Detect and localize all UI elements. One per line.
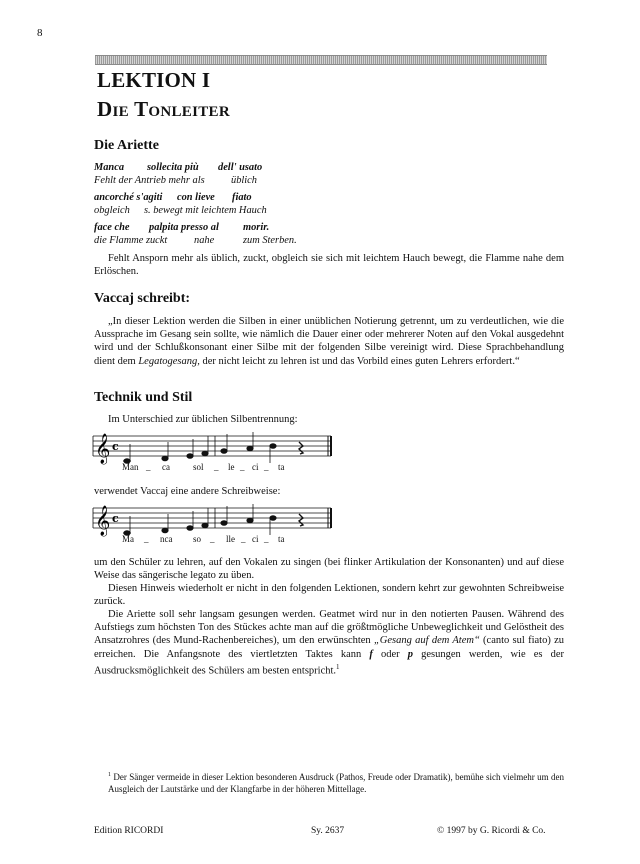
dynamic-f: f [369,648,373,660]
syllable: Ma [122,534,134,544]
para-text: oder [372,648,408,660]
footnote-mark: 1 [108,772,111,778]
lyric-word: morir. [243,222,270,233]
vaccaj-quote [94,315,564,368]
syllable: so [193,534,202,544]
heading-technik: Technik und Stil [94,390,193,405]
syllable: nca [160,534,173,544]
treble-clef-icon: 𝄞 [95,506,111,536]
note [270,444,276,449]
syllable: _ [146,462,151,472]
note [202,451,208,456]
lyric-word: s. bewegt mit leichtem Hauch [144,205,267,216]
note [162,456,168,461]
lyric-word: sollecita più [147,162,199,173]
lyric-word: dell' usato [218,162,263,173]
syllable: ci [252,462,259,472]
treble-clef-icon: 𝄞 [95,434,111,464]
note [162,528,168,533]
para-text: Die Ariette soll sehr langsam gesungen werden. Geatmet wird nur in den notierten Pausen. Während des Aufstiegs zum höchsten Ton des Stückes achte man auf die größtmögliche Unbeweglichkeit und Gelöstheit des Ansatzrohres (des Mund-Rachenbereiches), um den erwünschten [94,609,564,647]
technik-between: verwendet Vaccaj eine andere Schreibweise: [94,486,281,497]
syllable: _ [144,534,149,544]
lyric-word: ancorché s'agiti [94,192,163,203]
lyric-word: con lieve [177,192,215,203]
syllable: le [228,462,235,472]
lyric-word: zum Sterben. [243,235,297,246]
syllable: _ [264,534,269,544]
dynamic-p: p [407,648,413,660]
svg-text:c: c [112,512,119,525]
rest-icon [299,514,303,526]
syllable: _ [264,462,269,472]
footer-publisher: Edition RICORDI [94,826,164,836]
lyric-word: die Flamme zuckt [94,235,168,246]
lyric-word: nahe [194,235,215,246]
chapter-title: Die Tonleiter [97,97,230,121]
note [202,523,208,528]
footnote-ref: 1 [336,662,340,671]
technik-para-2: Diesen Hinweis wiederholt er nicht in den folgenden Lektionen, sondern kehrt zur gewohnten Schreibweise zurück. [94,583,564,608]
quote-text: der nicht leicht zu lehren ist und das Vorbild eines guten Lehrers erfordert.“ [199,355,520,367]
para-text: gesungen werden, wie es der Ausdrucksmöglichkeit des Schülers am besten entspricht. [94,648,564,677]
syllable: _ [210,534,215,544]
footer-catalog-number: Sy. 2637 [311,826,345,836]
lyric-word: fiato [232,192,252,203]
syllable: ca [162,462,170,472]
lesson-title: LEKTION I [97,68,211,92]
lyric-word: palpita presso al [149,222,219,233]
lyric-word: obgleich [94,205,130,216]
syllable: ta [278,462,285,472]
syllable: _ [240,462,245,472]
syllable: sol [193,462,204,472]
footnote [108,769,564,795]
technik-intro: Im Unterschied zur üblichen Silbentrennung: [108,414,298,425]
svg-text:c: c [112,440,119,453]
ariette-translation: Fehlt Ansporn mehr als üblich, zuckt, obgleich sie sich mit leichtem Hauch bewegt, die Flamme nahe dem Erlöschen. [94,253,564,278]
syllable: Man [122,462,139,472]
page-number: 8 [37,27,43,39]
note [187,454,193,459]
syllable: ci [252,534,259,544]
heading-vaccaj: Vaccaj schreibt: [94,291,191,306]
technik-para-1: um den Schüler zu lehren, auf den Vokalen zu singen (bei flinker Artikulation der Konsonanten) und auf diese Weise das sängerische legato zu üben. [94,557,564,582]
syllable: _ [241,534,246,544]
footer-copyright: © 1997 by G. Ricordi & Co. [437,826,546,836]
heading-ariette: Die Ariette [94,138,159,153]
lyric-word: üblich [231,175,257,186]
note [270,516,276,521]
quote-text: „In dieser Lektion werden die Silben in einer unüblichen Notierung getrennt, um zu verdeutlichen, wie die Aussprache im Gesang sein sollte, wie nämlich die Dauer einer oder mehrerer Noten auf den Vokal ausgedehnt wird und der Schlußkonsonant einer Silbe mit der folgenden Silbe vereinigt wird. Diese Sprachbehandlung dient dem [94,316,564,367]
note [221,449,227,454]
technik-para-3 [94,608,564,678]
note [247,446,253,451]
para-text: (canto sul fiato) zu erreichen. Die Anfangsnote des viertletzten Taktes kann [94,635,564,660]
rest-icon [299,442,303,454]
note [247,518,253,523]
syllable: _ [214,462,219,472]
header-bar [95,55,547,65]
lyric-word: face che [94,222,130,233]
note [221,521,227,526]
syllable: ta [278,534,285,544]
footnote-text: Der Sänger vermeide in dieser Lektion besonderen Ausdruck (Pathos, Freude oder Dramatik), bemühe sich vielmehr um den Ausgleich der Lautstärke und der Klangfarbe in der höheren Mittellage. [108,772,565,794]
lyric-word: Fehlt der Antrieb mehr als [94,175,205,186]
quote-emphasis: Legatogesang, [138,355,200,367]
lyric-word: Manca [94,162,125,173]
note [187,526,193,531]
syllable: lle [226,534,235,544]
para-emphasis: „Gesang auf dem Atem“ [373,635,480,647]
